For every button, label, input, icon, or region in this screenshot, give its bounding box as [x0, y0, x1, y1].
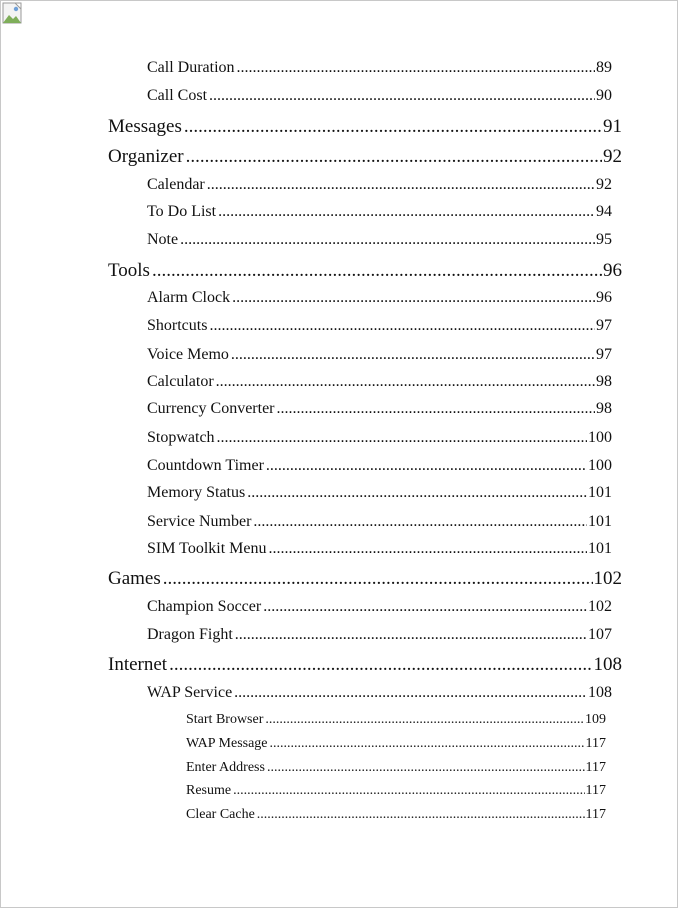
toc-entry-title: Call Cost — [147, 87, 208, 104]
toc-entry-page-number: 101 — [588, 484, 612, 501]
toc-entry-page-number: 97 — [596, 317, 612, 334]
dot-leader — [237, 59, 595, 77]
toc-entry[interactable] — [147, 400, 612, 422]
toc-entry[interactable] — [147, 289, 612, 311]
toc-entry-title: Dragon Fight — [147, 626, 233, 643]
toc-entry-page-number: 102 — [593, 568, 622, 589]
toc-entry-page-number: 117 — [585, 783, 606, 798]
toc-entry[interactable] — [147, 684, 612, 706]
toc-entry-page-number: 95 — [596, 231, 612, 248]
toc-entry[interactable] — [108, 116, 622, 142]
toc-entry[interactable] — [147, 373, 612, 395]
toc-entry-page-number: 117 — [585, 760, 606, 775]
toc-entry[interactable] — [186, 760, 606, 779]
toc-entry[interactable] — [108, 146, 622, 172]
toc-entry-page-number: 101 — [588, 513, 612, 530]
toc-entry[interactable] — [108, 260, 622, 286]
dot-leader — [268, 540, 587, 558]
toc-entry-title: Countdown Timer — [147, 457, 264, 474]
dot-leader — [207, 176, 595, 194]
dot-leader — [217, 429, 587, 447]
toc-entry-title: Games — [108, 568, 161, 589]
toc-entry-page-number: 97 — [596, 346, 612, 363]
dot-leader — [163, 568, 593, 590]
toc-entry-title: WAP Service — [147, 684, 233, 701]
toc-entry-title: Shortcuts — [147, 317, 208, 334]
toc-entry-title: Start Browser — [186, 712, 264, 727]
toc-entry-page-number: 101 — [588, 540, 612, 557]
toc-entry-title: Calendar — [147, 176, 205, 193]
toc-entry[interactable] — [147, 484, 612, 506]
toc-entry[interactable] — [147, 513, 612, 535]
toc-entry-page-number: 92 — [596, 176, 612, 193]
toc-entry-title: Calculator — [147, 373, 214, 390]
toc-entry-page-number: 107 — [588, 626, 612, 643]
toc-entry-title: Internet — [108, 654, 168, 675]
dot-leader — [216, 373, 595, 391]
dot-leader — [231, 346, 595, 364]
dot-leader — [186, 146, 602, 168]
dot-leader — [235, 626, 587, 644]
toc-entry-title: Stopwatch — [147, 429, 215, 446]
dot-leader — [184, 116, 602, 138]
broken-image-icon — [1, 1, 25, 27]
toc-entry-title: Memory Status — [147, 484, 246, 501]
dot-leader — [253, 513, 587, 531]
toc-entry[interactable] — [147, 598, 612, 620]
dot-leader — [270, 736, 585, 752]
toc-entry-title: Call Duration — [147, 59, 235, 76]
dot-leader — [209, 317, 595, 335]
toc-entry-title: Tools — [108, 260, 150, 281]
toc-entry-title: Note — [147, 231, 179, 248]
toc-entry[interactable] — [147, 317, 612, 339]
toc-entry-title: Enter Address — [186, 760, 265, 775]
toc-entry-title: Champion Soccer — [147, 598, 262, 615]
toc-entry-page-number: 108 — [588, 684, 612, 701]
dot-leader — [180, 231, 595, 249]
toc-entry-page-number: 89 — [596, 59, 612, 76]
toc-entry-page-number: 94 — [596, 203, 612, 220]
toc-entry-page-number: 96 — [603, 260, 622, 281]
toc-entry-title: To Do List — [147, 203, 217, 220]
dot-leader — [277, 400, 595, 418]
toc-entry[interactable] — [186, 807, 606, 826]
toc-entry[interactable] — [147, 626, 612, 648]
dot-leader — [218, 203, 595, 221]
toc-entry-page-number: 98 — [596, 373, 612, 390]
toc-entry-page-number: 100 — [588, 457, 612, 474]
dot-leader — [265, 712, 584, 728]
dot-leader — [263, 598, 587, 616]
toc-entry[interactable] — [147, 231, 612, 253]
toc-entry[interactable] — [147, 203, 612, 225]
toc-entry-title: Voice Memo — [147, 346, 229, 363]
toc-entry-title: Resume — [186, 783, 232, 798]
toc-entry-title: Service Number — [147, 513, 252, 530]
toc-entry-page-number: 90 — [596, 87, 612, 104]
toc-entry[interactable] — [147, 346, 612, 368]
toc-entry-page-number: 96 — [596, 289, 612, 306]
dot-leader — [247, 484, 587, 502]
dot-leader — [257, 807, 585, 823]
toc-entry-title: Clear Cache — [186, 807, 255, 822]
dot-leader — [267, 760, 585, 776]
dot-leader — [169, 654, 592, 676]
toc-entry[interactable] — [186, 712, 606, 731]
toc-entry[interactable] — [147, 429, 612, 451]
toc-entry-page-number: 91 — [603, 116, 622, 137]
toc-entry-title: WAP Message — [186, 736, 268, 751]
toc-entry[interactable] — [147, 176, 612, 198]
toc-entry-title: Currency Converter — [147, 400, 275, 417]
toc-entry-title: SIM Toolkit Menu — [147, 540, 267, 557]
toc-entry[interactable] — [147, 87, 612, 109]
toc-entry[interactable] — [147, 59, 612, 81]
toc-entry-page-number: 117 — [585, 736, 606, 751]
toc-entry-page-number: 109 — [585, 712, 606, 727]
toc-entry[interactable] — [108, 654, 622, 680]
toc-entry[interactable] — [147, 540, 612, 562]
toc-entry-page-number: 100 — [588, 429, 612, 446]
dot-leader — [152, 260, 602, 282]
toc-entry[interactable] — [186, 736, 606, 755]
toc-entry-title: Alarm Clock — [147, 289, 231, 306]
toc-entry-page-number: 108 — [593, 654, 622, 675]
toc-entry-page-number: 102 — [588, 598, 612, 615]
dot-leader — [232, 289, 595, 307]
toc-entry-title: Messages — [108, 116, 182, 137]
dot-leader — [234, 684, 587, 702]
toc-entry-page-number: 98 — [596, 400, 612, 417]
dot-leader — [209, 87, 595, 105]
toc-entry-page-number: 117 — [585, 807, 606, 822]
toc-entry-title: Organizer — [108, 146, 184, 167]
toc-entry[interactable] — [186, 783, 606, 802]
dot-leader — [266, 457, 587, 475]
toc-entry[interactable] — [147, 457, 612, 479]
toc-entry[interactable] — [108, 568, 622, 594]
toc-entry-page-number: 92 — [603, 146, 622, 167]
dot-leader — [233, 783, 584, 799]
